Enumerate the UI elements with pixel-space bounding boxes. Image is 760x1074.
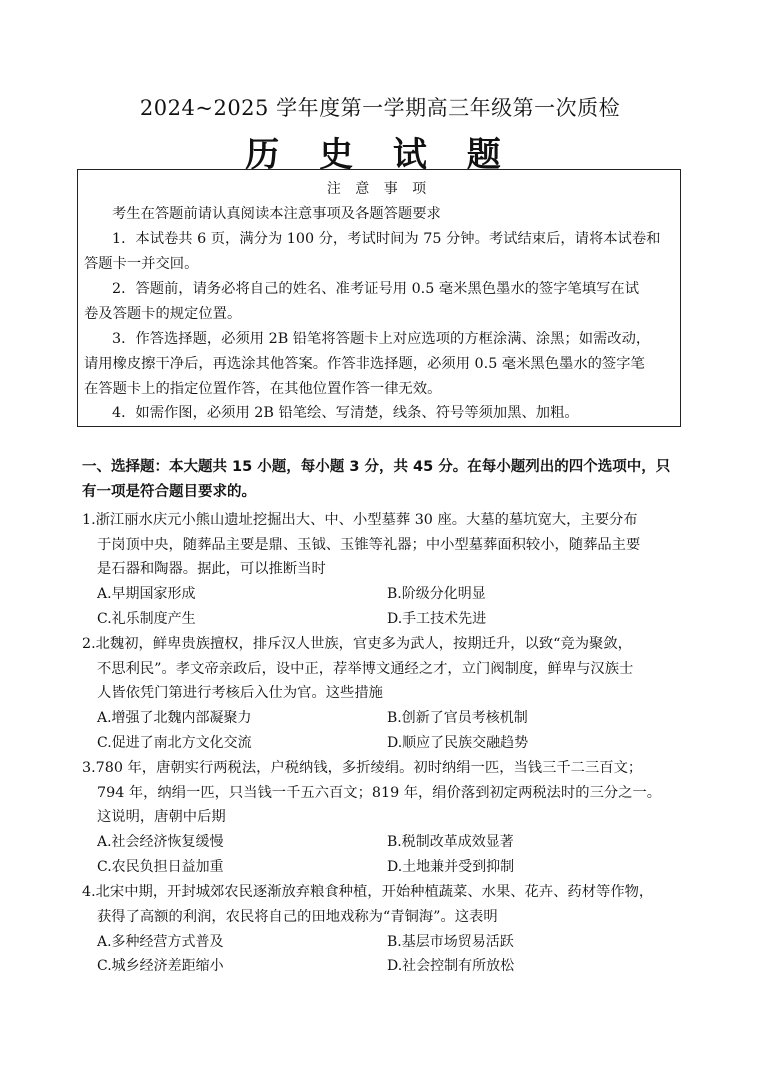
subject-title: 历 史 试 题	[245, 135, 515, 175]
exam-title: 2024~2025 学年度第一学期高三年级第一次质检	[139, 96, 621, 120]
question-2-text-cont2: 人皆依凭门第进行考核后入仕为官。这些措施	[97, 685, 383, 701]
section-heading: 一、选择题：本大题共 15 小题，每小题 3 分，共 45 分。在每小题列出的四个选项中，只	[82, 459, 671, 475]
question-2-text: 2.北魏初，鲜卑贵族擅权，排斥汉人世族，官吏多为武人，按期迁升，以致“竞为聚敛，	[82, 636, 632, 652]
question-2-option-a: A.增强了北魏内部凝聚力	[97, 710, 252, 726]
question-1-option-d: D.手工技术先进	[387, 611, 487, 627]
notice-item-3: 3．作答选择题，必须用 2B 铅笔将答题卡上对应选项的方框涂满、涂黑；如需改动，	[112, 331, 651, 347]
question-2-text-cont: 不思利民”。孝文帝亲政后，设中正，荐举博文通经之才，立门阀制度，鲜卑与汉族士	[97, 661, 634, 677]
notice-item-2: 2．答题前，请务必将自己的姓名、准考证号用 0.5 毫米黑色墨水的签字笔填写在试	[112, 281, 640, 297]
question-3-option-d: D.土地兼并受到抑制	[387, 859, 515, 875]
question-4-text-cont: 获得了高额的利润，农民将自己的田地戏称为“青铜海”。这表明	[97, 909, 498, 925]
question-3-option-c: C.农民负担日益加重	[97, 859, 224, 875]
question-2-option-b: B.创新了官员考核机制	[387, 710, 528, 726]
question-1-option-b: B.阶级分化明显	[387, 586, 486, 602]
notice-heading: 注 意 事 项	[326, 181, 432, 197]
question-4-text: 4.北宋中期，开封城郊农民逐渐放弃粮食种植，开始种植蔬菜、水果、花卉、药材等作物，	[82, 884, 654, 900]
question-1-option-c: C.礼乐制度产生	[97, 611, 196, 627]
section-heading-cont: 有一项是符合题目要求的。	[82, 484, 256, 500]
question-2-option-c: C.促进了南北方文化交流	[97, 735, 252, 751]
question-3-option-b: B.税制改革成效显著	[387, 834, 514, 850]
question-4-option-c: C.城乡经济差距缩小	[97, 958, 224, 974]
question-1-text: 1.浙江丽水庆元小熊山遗址挖掘出大、中、小型墓葬 30 座。大墓的墓坑宽大，主要分布	[82, 512, 638, 528]
notice-box	[77, 169, 681, 427]
question-1-text-cont: 于岗顶中央，随葬品主要是鼎、玉钺、玉锥等礼器；中小型墓葬面积较小，随葬品主要	[97, 537, 641, 553]
notice-item-1-cont: 答题卡一并交回。	[84, 256, 199, 272]
question-1-option-a: A.早期国家形成	[97, 586, 196, 602]
question-3-text-cont2: 这说明，唐朝中后期	[97, 809, 226, 825]
notice-item-3-cont: 请用橡皮擦干净后，再选涂其他答案。作答非选择题，必须用 0.5 毫米黑色墨水的签字笔	[84, 356, 645, 372]
question-4-option-d: D.社会控制有所放松	[387, 958, 515, 974]
question-3-text: 3.780 年，唐朝实行两税法，户税纳钱，多折绫绢。初时纳绢一匹，当钱三千二三百文；	[82, 760, 643, 776]
question-4-option-b: B.基层市场贸易活跃	[387, 934, 514, 950]
question-3-text-cont: 794 年，纳绢一匹，只当钱一千五六百文；819 年，绢价落到初定两税法时的三分之一。	[97, 785, 662, 801]
question-3-option-a: A.社会经济恢复缓慢	[97, 834, 224, 850]
question-1-text-cont2: 是石器和陶器。据此，可以推断当时	[97, 561, 326, 577]
notice-intro: 考生在答题前请认真阅读本注意事项及各题答题要求	[112, 206, 441, 222]
question-2-option-d: D.顺应了民族交融趋势	[387, 735, 529, 751]
notice-item-4: 4．如需作图，必须用 2B 铅笔绘、写清楚，线条、符号等须加黑、加粗。	[112, 405, 579, 421]
notice-item-1: 1．本试卷共 6 页，满分为 100 分，考试时间为 75 分钟。考试结束后，请将本试卷和	[112, 231, 661, 247]
notice-item-3-cont2: 在答题卡上的指定位置作答，在其他位置作答一律无效。	[84, 381, 442, 397]
notice-item-2-cont: 卷及答题卡的规定位置。	[84, 306, 242, 322]
question-4-option-a: A.多种经营方式普及	[97, 934, 224, 950]
